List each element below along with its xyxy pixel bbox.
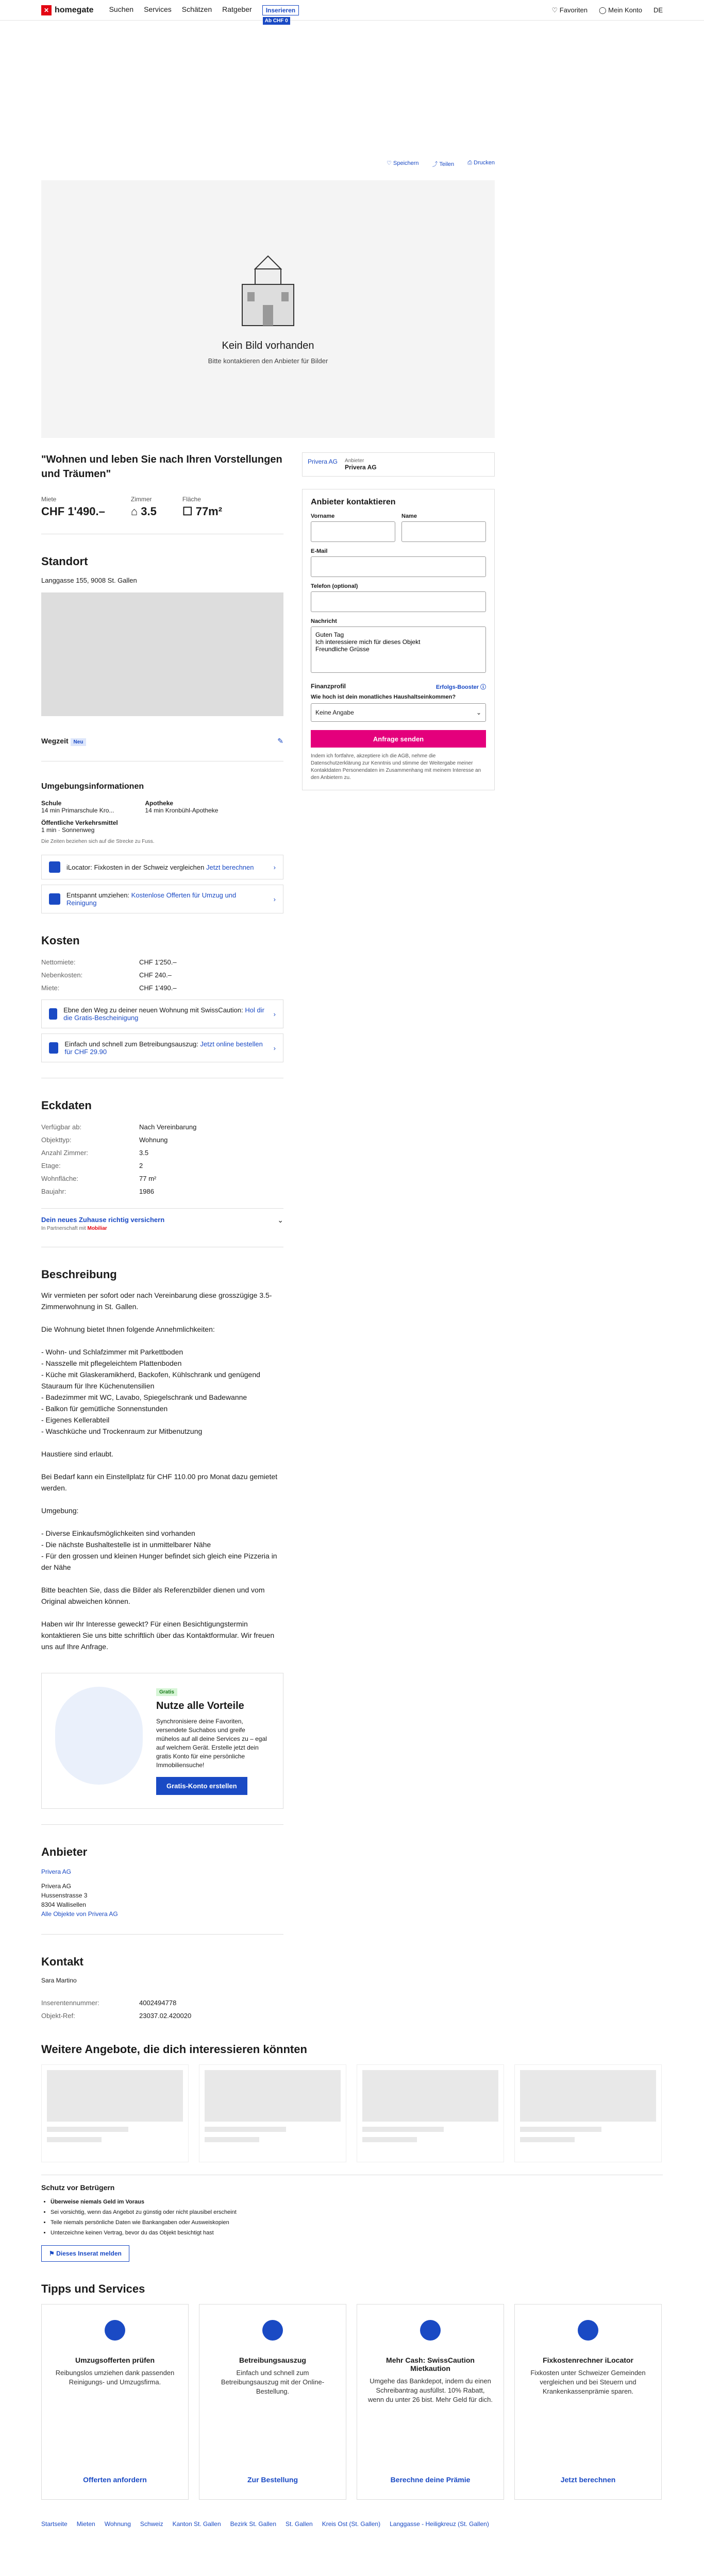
offer-skeleton (199, 2064, 346, 2162)
report-listing-button[interactable]: ⚑ Dieses Inserat melden (41, 2245, 129, 2262)
shield-icon (420, 2320, 441, 2341)
contact-row: Inserentennummer: 4002494778 (41, 1999, 177, 2007)
account-link[interactable]: ◯ Mein Konto (599, 6, 642, 14)
ilocator-promo[interactable]: iLocator: Fixkosten in der Schweiz vergleichen Jetzt berechnen › (41, 855, 283, 879)
phone-illustration (55, 1687, 143, 1785)
tip-card[interactable]: Fixkostenrechner iLocator Fixkosten unter Schweizer Gemeinden vergleichen und bei Steuern und Krankenkassenprämie sparen. Jetzt berechnen (514, 2304, 662, 2500)
surroundings-note: Die Zeiten beziehen sich auf die Strecke zu Fuss. (41, 839, 155, 844)
mobiliar-logo: Mobiliar (87, 1226, 107, 1231)
document-icon (49, 1042, 58, 1054)
rent-fact: Miete CHF 1'490.– (41, 496, 105, 518)
surroundings-grid: Schule 14 min Primarschule Kro... Apotheke 14 min Kronbühl-Apotheke (41, 800, 219, 814)
nav-services[interactable]: Services (144, 5, 172, 13)
map-icon (578, 2320, 598, 2341)
nav-estimate[interactable]: Schätzen (181, 5, 212, 13)
tips-cards (41, 2304, 663, 2500)
free-badge: Gratis (156, 1688, 177, 1696)
listing-title: "Wohnen und leben Sie nach Ihren Vorstellungen und Träumen" (41, 454, 282, 480)
debt-extract-promo[interactable]: Einfach und schnell zum Betreibungsauszug: Jetzt online bestellen für CHF 29.90 › (41, 1033, 283, 1062)
area-icon: ☐ (182, 505, 196, 518)
shield-icon (49, 1008, 57, 1020)
location-map[interactable] (41, 592, 283, 716)
create-account-button[interactable]: Gratis-Konto erstellen (156, 1777, 247, 1795)
first-name-input[interactable] (311, 521, 395, 542)
chevron-down-icon: ⌄ (277, 1216, 283, 1224)
castle-placeholder-icon (232, 253, 304, 331)
details-heading: Eckdaten (41, 1099, 92, 1112)
chevron-right-icon: › (273, 863, 276, 871)
rooms-fact: Zimmer ⌂ 3.5 (130, 496, 157, 518)
detail-row: Verfügbar ab: Nach Vereinbarung (41, 1123, 197, 1131)
save-button[interactable]: ♡ Speichern (387, 160, 419, 166)
contact-heading: Kontakt (41, 1955, 83, 1968)
provider-summary-logo: Privera AG (308, 458, 338, 465)
edit-icon[interactable]: ✎ (277, 737, 283, 745)
listing-actions (41, 160, 495, 168)
main-nav (109, 5, 299, 24)
share-button[interactable]: ⤴ Teilen (432, 161, 455, 167)
tip-card[interactable]: Umzugsofferten prüfen Reibungslos umziehen dank passenden Reinigungs- und Umzugsfirma. Offerten anfordern (41, 2304, 189, 2500)
safety-list: • Überweise niemals Geld im Voraus • Sei vorsichtig, wenn das Angebot zu günstig oder nicht plausibel erscheint • Teile niemals persönliche Daten wie Bankangaben oder Ausweiskopien • Unterzeichne keinen Vertrag, bevor du das Objekt besichtigt hast (51, 2197, 663, 2238)
location-heading: Standort (41, 555, 88, 568)
message-textarea[interactable] (311, 626, 486, 673)
detail-row: Objekttyp: Wohnung (41, 1136, 168, 1144)
surroundings-heading: Umgebungsinformationen (41, 782, 144, 791)
send-request-button[interactable]: Anfrage senden (311, 730, 486, 748)
divider (41, 1824, 283, 1825)
print-button[interactable]: ⎙ Drucken (467, 160, 495, 166)
address: Langgasse 155, 9008 St. Gallen (41, 577, 137, 584)
contact-row: Objekt-Ref: 23037.02.420020 (41, 2012, 192, 2020)
user-icon: ◯ (599, 6, 609, 14)
costs-heading: Kosten (41, 934, 80, 947)
finance-profile-row: Finanzprofil Erfolgs-Booster ⓘ (311, 683, 486, 690)
image-gallery[interactable] (41, 180, 495, 438)
key-facts (41, 496, 283, 518)
detail-row: Anzahl Zimmer: 3.5 (41, 1149, 149, 1157)
nav-guide[interactable]: Ratgeber (222, 5, 252, 13)
contact-form: Anbieter kontaktieren Vorname Name E-Mail Telefon (optional) Nachricht Guten Tag Ich interessiere mich für dieses Objekt Freundliche Grüsse Finanzprofil Erfolgs-Booster ⓘ Wie hoch ist dein monatliches Haushaltseinkommen? Keine Angabe ⌄ Anfrage senden Indem ich fortfahre, akzeptiere ich die AGB, nehme die Datenschutzerklärung zur Kenntnis und stimme der Weitergabe meiner Kontaktdaten Personendaten im Zusammenhang mit meinem Interesse an den Anbietern zu. (302, 489, 495, 790)
heart-icon: ♡ (551, 6, 560, 14)
new-badge: Neu (71, 738, 87, 746)
divider (41, 1934, 283, 1935)
all-objects-link[interactable]: Alle Objekte von Privera AG (41, 1910, 118, 1918)
provider-heading: Anbieter (41, 1845, 88, 1858)
chevron-right-icon: › (273, 1044, 276, 1052)
promo-list (41, 855, 283, 913)
tip-card[interactable]: Betreibungsauszug Einfach und schnell zum Betreibungsauszug mit der Online-Bestellung. Zur Bestellung (199, 2304, 346, 2500)
description-text: Wir vermieten per sofort oder nach Vereinbarung diese grosszügige 3.5-Zimmerwohnung in St. Gallen. Die Wohnung bietet Ihnen folgende Annehmlichkeiten: - Wohn- und Schlafzimmer mit Parkettboden - Nasszelle mit pflegeleichtem Plattenboden - Küche mit Glaskeramikherd, Backofen, Kühlschrank und genügend Stauraum für Ihre Küchenutensilien - Badezimmer mit WC, Lavabo, Spiegelschrank und Badewanne - Balkon für gemütliche Sonnenstunden - Eigenes Kellerabteil - Waschküche und Trockenraum zur Mitbenutzung Haustiere sind erlaubt. Bei Bedarf kann ein Einstellplatz für CHF 110.00 pro Monat dazu gemietet werden. Umgebung: - Diverse Einkaufsmöglichkeiten sind vorhanden - Die nächste Bushaltestelle ist in unmittelbarer Nähe - Für den grossen und kleinen Hunger befindet sich gleich eine Pizzeria in der Nähe Bitte beachten Sie, dass die Bilder als Referenzbilder dienen und vom Original abweichen können. Haben wir Ihr Interesse geweckt? Für einen Besichtigungstermin kontaktieren Sie uns bitte schriftlich über das Kontaktformular. Wir freuen uns auf Ihre Anfrage. (41, 1291, 278, 1651)
tip-card[interactable]: Mehr Cash: SwissCaution Mietkaution Umgehe das Bankdepot, indem du einen Schreibantrag ausfüllst. 10% Rabatt, wenn du unter 26 bist. Mehr Geld für dich. Berechne deine Prämie (357, 2304, 504, 2500)
benefits-card: Gratis Nutze alle Vorteile Synchronisiere deine Favoriten, versendete Suchabos und greife mühelos auf all deine Services zu – egal auf welchem Gerät. Erstelle jetzt dein gratis Konto für eine persönliche Immobiliensuche! Gratis-Konto erstellen (41, 1673, 283, 1809)
house-icon: ⌂ (130, 505, 141, 518)
flag-icon: ⚑ (49, 2250, 57, 2257)
area-fact: Fläche ☐ 77m² (182, 496, 223, 518)
moving-promo[interactable]: Entspannt umziehen: Kostenlose Offerten für Umzug und Reinigung › (41, 885, 283, 913)
detail-row: Wohnfläche: 77 m² (41, 1175, 157, 1182)
insurance-accordion[interactable]: Dein neues Zuhause richtig versichern In Partnerschaft mit Mobiliar ⌄ (41, 1208, 283, 1231)
nav-search[interactable]: Suchen (109, 5, 134, 13)
form-disclaimer: Indem ich fortfahre, akzeptiere ich die AGB, nehme die Datenschutzerklärung zur Kenntnis und stimme der Weitergabe meiner Kontaktdaten Personendaten im Zusammenhang mit meinem Interesse an den Anbietern zu. (311, 753, 481, 781)
swisscaution-promo[interactable]: Ebne den Weg zu deiner neuen Wohnung mit SwissCaution: Hol dir die Gratis-Bescheinigung › (41, 999, 283, 1028)
favorites-link[interactable]: ♡ Favoriten (551, 6, 588, 14)
document-icon (262, 2320, 283, 2341)
email-input[interactable] (311, 556, 486, 577)
left-column: "Wohnen und leben Sie nach Ihren Vorstellungen und Träumen" Miete CHF 1'490.– Zimmer ⌂ 3.5 Fläche ☐ 77m² Standort Langgasse 155, 9008 St. Gallen Wegzeit Neu ✎ Umgebungsinformationen Schule 14 min Primarschule Kro... Apotheke 14 min Kronbühl-Apotheke Öffentliche Verkehrsmittel 1 min · Sonnenweg Die Zeiten beziehen sich auf die Strecke zu Fuss. iLocator: Fixkosten in der Schweiz vergleichen Jetzt berechnen › Entspannt umziehen: Kostenlose Offerten für Umzug und Reinigung › Kosten Nettomiete: CHF 1'250.– Nebenkosten: CHF 240.– Miete: CHF 1'490.– Ebne den Weg zu deiner neuen Wohnung mit SwissCaution: Hol dir die Gratis-Bescheinigung › Einfach und schnell zum Betreibungsauszug: Jetzt online bestellen für CHF 29.90 › Eckdaten Verfügbar ab: Nach Vereinbarung Objekttyp: Wohnung Anzahl Zimmer: 3.5 Etage: 2 Wohnfläche: 77 m² Baujahr: 1986 Dein neues Zuhause richtig versichern In Partnerschaft mit Mobiliar ⌄ Beschreibung Wir vermieten per sofort oder nach Vereinbarung diese grosszügige 3.5-Zimmerwohnung in St. Gallen. Die Wohnung bietet Ihnen folgende Annehmlichkeiten: - Wohn- und Schlafzimmer mit Parkettboden - Nasszelle mit pflegeleichtem Plattenboden - Küche mit Glaskeramikherd, Backofen, Kühlschrank und genügend Stauraum für Ihre Küchenutensilien - Badezimmer mit WC, Lavabo, Spiegelschrank und Badewanne - Balkon für gemütliche Sonnenstunden - Eigenes Kellerabteil - Waschküche und Trockenraum zur Mitbenutzung Haustiere sind erlaubt. Bei Bedarf kann ein Einstellplatz für CHF 110.00 pro Monat dazu gemietet werden. Umgebung: - Diverse Einkaufsmöglichkeiten sind vorhanden - Die nächste Bushaltestelle ist in unmittelbarer Nähe - Für den grossen und kleinen Hunger befindet sich gleich eine Pizzeria in der Nähe Bitte beachten Sie, dass die Bilder als Referenzbilder dienen und vom Original abweichen können. Haben wir Ihr Interesse geweckt? Für einen Besichtigungstermin kontaktieren Sie uns bitte schriftlich über das Kontaktformular. Wir freuen uns auf Ihre Anfrage. Gratis Nutze alle Vorteile Synchronisiere deine Favoriten, versendete Suchabos und greife mühelos auf all deine Services zu – egal auf welchem Gerät. Erstelle jetzt dein gratis Konto für eine persönliche Immobiliensuche! Gratis-Konto erstellen Anbieter Privera AG Privera AG Hussenstrasse 3 8304 Wallisellen Alle Objekte von Privera AG Kontakt Sara Martino Inserentennummer: 4002494778 Objekt-Ref: 23037.02.420020 (41, 452, 283, 2022)
chevron-right-icon: › (273, 895, 276, 903)
top-header (0, 0, 704, 24)
walk-time-row[interactable]: Wegzeit Neu ✎ (41, 737, 283, 745)
cost-row: Nettomiete: CHF 1'250.– (41, 958, 177, 966)
description-heading: Beschreibung (41, 1268, 117, 1281)
provider-logo: Privera AG (41, 1868, 72, 1875)
offer-skeleton (357, 2064, 504, 2162)
provider-block: Privera AG Privera AG Hussenstrasse 3 8304 Wallisellen Alle Objekte von Privera AG (41, 1867, 283, 1919)
insert-button[interactable]: Inserieren Ab CHF 0 (262, 5, 299, 15)
main-content (41, 160, 495, 2022)
content-columns (41, 452, 495, 2022)
form-title: Anbieter kontaktieren (311, 498, 396, 506)
last-name-input[interactable] (401, 521, 486, 542)
offer-skeleton (41, 2064, 189, 2162)
details-table (41, 1121, 283, 1198)
phone-input[interactable] (311, 591, 486, 612)
other-offers-heading: Weitere Angebote, die dich interessieren könnten (41, 2043, 307, 2056)
cost-row: Miete: CHF 1'490.– (41, 984, 177, 992)
language-switch[interactable]: DE (653, 6, 663, 14)
offer-skeleton (514, 2064, 662, 2162)
calculator-icon (49, 861, 60, 873)
no-image-hint: Bitte kontaktieren den Anbieter für Bilder (208, 357, 328, 365)
contact-person: Sara Martino (41, 1977, 77, 1984)
chevron-down-icon: ⌄ (476, 709, 481, 716)
no-image-title: Kein Bild vorhanden (222, 340, 314, 351)
detail-row: Etage: 2 (41, 1162, 143, 1170)
breadcrumb: Startseite Mieten Wohnung Schweiz Kanton St. Gallen Bezirk St. Gallen St. Gallen Kreis Ost (St. Gallen) Langgasse - Heiligkreuz (St. Gallen) (41, 2520, 489, 2528)
logo-icon: ✕ (41, 5, 52, 15)
box-icon (105, 2320, 125, 2341)
other-offers-section (41, 2043, 663, 2528)
header-right (552, 6, 663, 14)
offer-skeletons (41, 2064, 663, 2162)
truck-icon (49, 893, 60, 905)
right-column (302, 452, 495, 2022)
income-select[interactable]: Keine Angabe ⌄ (311, 703, 486, 722)
detail-row: Baujahr: 1986 (41, 1188, 154, 1195)
safety-section: Schutz vor Betrügern • Überweise niemals Geld im Voraus • Sei vorsichtig, wenn das Angebot zu günstig oder nicht plausibel erscheint • Teile niemals persönliche Daten wie Bankangaben oder Ausweiskopien • Unterzeichne keinen Vertrag, bevor du das Objekt besichtigt hast ⚑ Dieses Inserat melden (41, 2175, 663, 2262)
cost-row: Nebenkosten: CHF 240.– (41, 971, 172, 979)
chevron-right-icon: › (273, 1010, 276, 1018)
provider-summary[interactable]: Privera AG Anbieter Privera AG (302, 452, 495, 477)
insert-badge: Ab CHF 0 (263, 17, 290, 25)
info-icon[interactable]: ⓘ (480, 684, 486, 690)
tips-heading: Tipps und Services (41, 2282, 145, 2295)
homegate-logo[interactable]: ✕ homegate (41, 5, 94, 15)
